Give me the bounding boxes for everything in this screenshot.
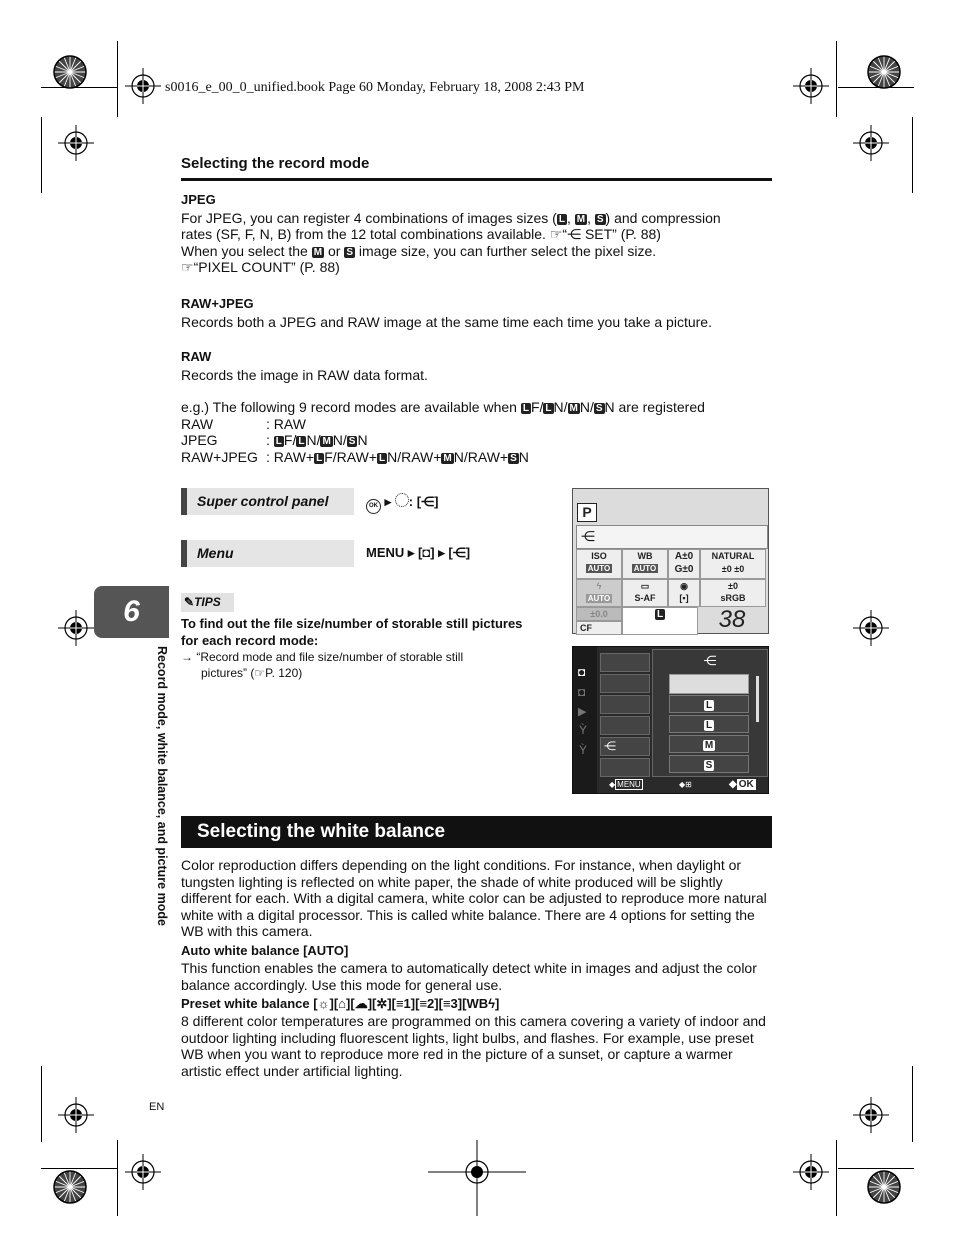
drive-icon: ▭ (640, 581, 650, 591)
super-control-path: OK ▸ : [⋲] (366, 493, 438, 514)
jpeg-heading: JPEG (181, 192, 216, 207)
size-s-icon: S (346, 246, 353, 258)
jpeg-line-2: rates (SF, F, N, B) from the 12 total combinations available. ☞“⋲ SET” (P. 88) (181, 226, 661, 242)
example-block (181, 399, 781, 465)
lcd-shot-count: 38 (718, 606, 746, 633)
metering-icon: ◉ (680, 581, 688, 591)
dial-icon (395, 493, 409, 507)
lcd-wb: WB AUTO (622, 549, 668, 579)
chapter-tab (94, 586, 169, 638)
lcd-record-mode-bar (576, 525, 768, 549)
ok-button-icon: OK (366, 499, 381, 514)
lcd-af: ▭ S-AF (622, 579, 668, 607)
size-m-icon: M (576, 213, 586, 225)
chapter-number: 6 (123, 595, 140, 628)
lcd-flash-comp: ±0.0 (576, 607, 622, 621)
size-l-icon: L (558, 213, 565, 225)
arrow-right-icon: ▸ (407, 545, 415, 560)
white-balance-banner (181, 816, 772, 848)
section-rule (181, 178, 772, 181)
fluorescent1-icon: ≡1 (395, 996, 411, 1011)
chapter-side-title: Record mode, white balance, and picture mode (155, 646, 169, 926)
language-footer: EN (149, 1101, 165, 1113)
raw-heading: RAW (181, 349, 212, 364)
book-header-line: s0016_e_00_0_unified.book Page 60 Monday, February 18, 2008 2:43 PM (165, 80, 585, 95)
cloudy-icon: ☁ (354, 996, 368, 1011)
tips-reference: → “Record mode and file size/number of storable still pictures” (☞P. 120) (181, 650, 464, 680)
flash-icon: ϟ (596, 581, 602, 591)
camera2-tab-icon: ◘ (578, 685, 586, 699)
raw-block (181, 349, 781, 383)
menu-footer (597, 777, 769, 793)
menu-submenu (652, 649, 768, 777)
lcd-record-size: L (622, 607, 698, 635)
flash-wb-icon: WBϟ (466, 996, 495, 1011)
example-row-rawjpeg: RAW+JPEG : RAW+ L F/RAW+ L N/RAW+ M N/RAW+ S N (181, 448, 529, 465)
rawjpeg-text: Records both a JPEG and RAW image at the same time each time you take a picture. (181, 313, 712, 330)
tab-menu: Menu (181, 540, 354, 567)
rawjpeg-heading: RAW+JPEG (181, 296, 254, 311)
menu-scrollbar[interactable] (756, 676, 759, 722)
record-mode-icon: ⋲ (600, 737, 650, 756)
size-m-icon: M (313, 246, 323, 258)
super-control-panel-screen (572, 488, 769, 634)
record-mode-menu-screen (572, 646, 769, 794)
lcd-card: CF (576, 621, 622, 635)
arrow-right-icon: ▸ (384, 494, 392, 509)
auto-wb-text: This function enables the camera to automatically detect white in images and adjust the color balance accordingly. Use this mode for general use. (181, 960, 757, 993)
menu-option-l2[interactable]: L (669, 715, 749, 733)
lcd-metering (668, 579, 700, 607)
reference-hand-icon: ☞ (254, 666, 266, 680)
lcd-iso: ISO AUTO (576, 549, 622, 579)
preset-wb-heading: Preset white balance [☼][⌂][☁][✲][≡1][≡2][≡3][WBϟ] (181, 996, 500, 1011)
menu-left-rows (600, 653, 650, 771)
tab-super-control-panel: Super control panel (181, 488, 354, 515)
example-row-raw: RAW : RAW (181, 415, 306, 432)
setup1-tab-icon: Ỳ (579, 723, 588, 737)
sunny-icon: ☼ (317, 996, 330, 1011)
jpeg-line-3: When you select the M or S image size, you can further select the pixel size. (181, 242, 657, 259)
select-hint-icon: ◆⊞ (679, 780, 692, 789)
lcd-wb-comp: A±0 G±0 (668, 549, 700, 579)
raw-text: Records the image in RAW data format. (181, 366, 428, 383)
playback-tab-icon: ▶ (578, 706, 587, 718)
white-balance-intro: Color reproduction differs depending on the light conditions. For instance, when daylight or tungsten lighting is reflected on white paper, the shade of white produced will be slightly different for each. With a digital camera, white color can be adjusted to reproduce more natural white with a digital processor. This is called white balance. There are 4 options for setting the WB with this camera. (181, 857, 767, 939)
menu-option-m[interactable]: M (669, 735, 749, 753)
auto-wb-heading: Auto white balance [AUTO] (181, 943, 349, 958)
menu-option-l1[interactable]: L (669, 695, 749, 713)
arrow-right-icon: ▸ (438, 545, 445, 560)
reference-hand-icon: ☞ (549, 226, 563, 242)
tungsten-icon: ✲ (376, 996, 388, 1011)
section-title-white-balance: Selecting the white balance (197, 821, 446, 842)
record-mode-icon: ⋲ (421, 494, 435, 509)
preset-wb-text: 8 different color temperatures are programmed on this camera covering a variety of indoor and outdoor lighting including fluorescent lights, light bulbs, and flashes. For example, use preset WB when you want to reproduce more red in the picture of a sunset, or capture a warmer artistic effect under artificial lighting. (181, 1013, 766, 1079)
size-s-icon: S (596, 213, 604, 225)
setup2-tab-icon: Ỳ (579, 743, 588, 757)
menu-path: MENU ▸ [◘] ▸ [⋲] (366, 545, 471, 560)
example-intro: e.g.) The following 9 record modes are available when L F/ L N/ M N/ S N are registered (181, 399, 705, 415)
menu-option-selected[interactable] (669, 674, 749, 694)
jpeg-line-4: ☞“PIXEL COUNT” (P. 88) (181, 259, 340, 275)
record-mode-icon: ⋲ (703, 653, 717, 668)
camera-menu-icon: ◘ (422, 545, 431, 560)
tips-note-icon: ✎ (184, 595, 195, 609)
menu-tab-column (573, 647, 597, 793)
af-area-icon: [▪] (679, 593, 689, 603)
jpeg-line-1: For JPEG, you can register 4 combinations of images sizes ( L , M , S ) and compression (181, 209, 721, 226)
record-mode-icon: ⋲ (452, 545, 466, 560)
fluorescent2-icon: ≡2 (419, 996, 435, 1011)
menu-back-hint: ◆ MENU (609, 780, 641, 789)
reference-hand-icon: ☞ (181, 259, 194, 275)
shade-icon: ⌂ (338, 996, 347, 1011)
lcd-flash: ϟ AUTO (576, 579, 622, 607)
tips-title: To find out the file size/number of storable still pictures for each record mode: (181, 616, 523, 648)
record-mode-icon: ⋲ (567, 226, 582, 242)
tips-badge: ✎TIPS (181, 593, 234, 612)
record-mode-icon: ⋲ (581, 528, 595, 544)
section-title-record-mode: Selecting the record mode (181, 155, 370, 172)
lcd-color-space: ±0 sRGB (700, 579, 766, 607)
lcd-mode: P (577, 503, 597, 522)
jpeg-block (181, 192, 781, 276)
fluorescent3-icon: ≡3 (442, 996, 458, 1011)
ok-hint: ◆ OK (729, 779, 754, 790)
example-row-jpeg: JPEG : L F/ L N/ M N/ S N (181, 432, 368, 448)
menu-option-s[interactable]: S (669, 755, 749, 773)
camera1-tab-icon: ◘ (578, 665, 586, 679)
lcd-grid (576, 549, 766, 633)
lcd-picture-mode: NATURAL ±0 ±0 (700, 549, 766, 579)
rawjpeg-block (181, 296, 781, 330)
